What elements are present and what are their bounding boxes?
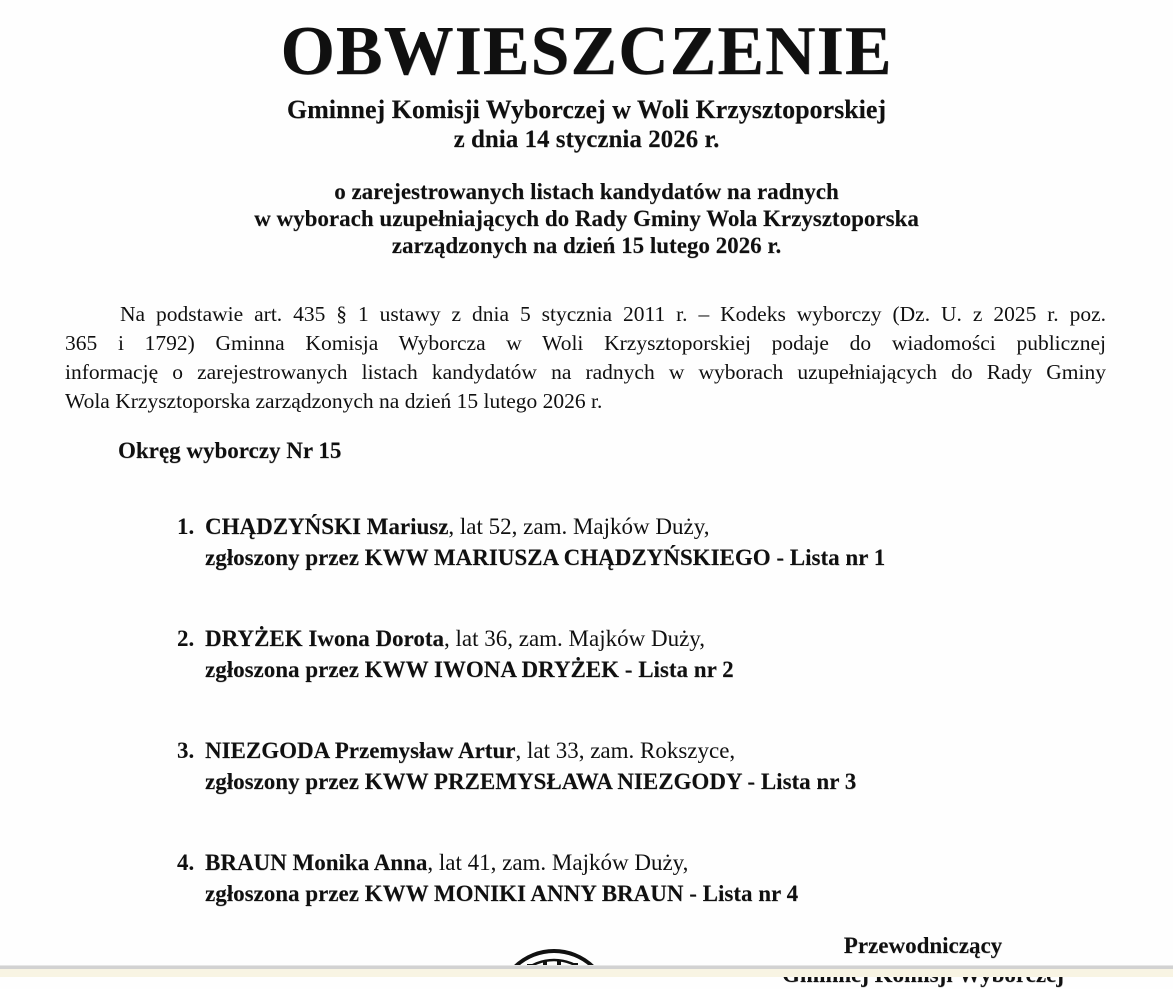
candidate-name: CHĄDZYŃSKI Mariusz <box>205 514 449 539</box>
page-title: OBWIESZCZENIE <box>280 13 893 90</box>
signature-block <box>753 931 1093 989</box>
subject-line-2: w wyborach uzupełniających do Rady Gminy Wola Krzysztoporska <box>254 206 919 231</box>
next-page-strip <box>0 969 1173 977</box>
paragraph-line: informację o zarejestrowanych listach kandydatów na radnych w wyborach uzupełniających do Rady Gminy <box>65 360 1106 384</box>
legal-basis-paragraph <box>65 300 1106 416</box>
candidate-number: 4. <box>177 850 195 875</box>
subject-block <box>0 178 1173 259</box>
candidate-number: 2. <box>177 626 195 651</box>
subject-line-1: o zarejestrowanych listach kandydatów na radnych <box>334 179 839 204</box>
candidate-item <box>177 735 1077 797</box>
candidate-name: NIEZGODA Przemysław Artur <box>205 738 516 763</box>
signature-title: Przewodniczący <box>843 933 1003 958</box>
subject-line-3: zarządzonych na dzień 15 lutego 2026 r. <box>391 233 782 258</box>
candidate-details: , lat 41, zam. Majków Duży, <box>427 850 689 875</box>
candidate-name: DRYŻEK Iwona Dorota <box>205 626 445 651</box>
candidate-registration: zgłoszony przez KWW PRZEMYSŁAWA NIEZGODY - Lista nr 3 <box>205 769 857 794</box>
candidate-registration: zgłoszona przez KWW IWONA DRYŻEK - Lista nr 2 <box>205 657 734 682</box>
district-heading: Okręg wyborczy Nr 15 <box>118 438 342 463</box>
candidate-details: , lat 52, zam. Majków Duży, <box>448 514 710 539</box>
candidate-line-1 <box>205 623 1077 654</box>
candidate-line-1 <box>205 735 1077 766</box>
candidate-registration: zgłoszony przez KWW MARIUSZA CHĄDZYŃSKIEGO - Lista nr 1 <box>205 545 886 570</box>
date-line: z dnia 14 stycznia 2026 r. <box>453 126 720 153</box>
paragraph-line: Wola Krzysztoporska zarządzonych na dzień 15 lutego 2026 r. <box>65 389 603 413</box>
candidate-name: BRAUN Monika Anna <box>205 850 428 875</box>
candidate-registration: zgłoszona przez KWW MONIKI ANNY BRAUN - Lista nr 4 <box>205 881 799 906</box>
candidate-list <box>177 511 1077 959</box>
paragraph-line: 365 i 1792) Gminna Komisja Wyborcza w Woli Krzysztoporskiej podaje do wiadomości publicznej <box>65 331 1106 355</box>
candidate-item <box>177 847 1077 909</box>
issuer-line: Gminnej Komisji Wyborczej w Woli Krzysztoporskiej <box>286 95 887 124</box>
candidate-line-1 <box>205 511 1077 542</box>
candidate-details: , lat 36, zam. Majków Duży, <box>444 626 706 651</box>
candidate-item <box>177 511 1077 573</box>
candidate-number: 1. <box>177 514 195 539</box>
candidate-number: 3. <box>177 738 195 763</box>
paragraph-line: Na podstawie art. 435 § 1 ustawy z dnia 5 stycznia 2011 r. – Kodeks wyborczy (Dz. U. z 2025 r. poz. <box>120 302 1106 326</box>
candidate-item <box>177 623 1077 685</box>
candidate-line-1 <box>205 847 1077 878</box>
candidate-details: , lat 33, zam. Rokszyce, <box>515 738 736 763</box>
